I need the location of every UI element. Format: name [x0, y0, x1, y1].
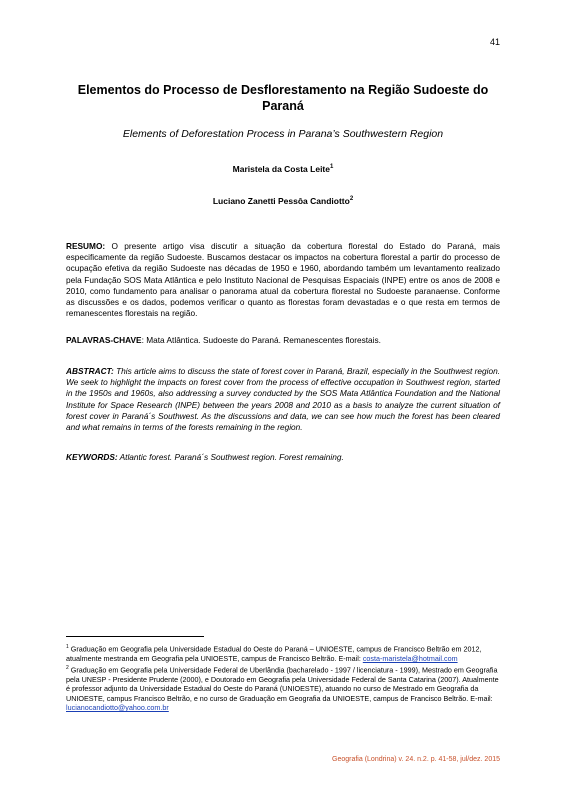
palavras-chave-label: PALAVRAS-CHAVE: [66, 335, 142, 345]
author-2: [66, 196, 500, 206]
journal-citation-footer: Geografia (Londrina) v. 24. n.2. p. 41-58, jul/dez. 2015: [332, 756, 500, 763]
article-subtitle: Elements of Deforestation Process in Parana’s Southwestern Region: [122, 128, 444, 140]
author-name: Maristela da Costa Leite: [232, 164, 330, 174]
resumo-label: RESUMO:: [66, 241, 106, 251]
palavras-chave-paragraph: [66, 335, 500, 346]
author-name: Luciano Zanetti Pessôa Candiotto: [212, 196, 350, 206]
footnote-text: Graduação em Geografia pela Universidade Estadual do Oeste do Paraná – UNIOESTE, campus de Francisco Beltrão em 2012, atualmente mestranda em Geografia pela UNIOESTE, campus de Francisco Beltrão. E-mail:: [66, 644, 482, 663]
abstract-text: This article aims to discuss the state of forest cover in Paraná, Brazil, especially in the Southwest region. We seek to highlight the impacts on forest cover from the process of effective occupation in Southwest region, started in the 1950s and 1960s, also addressing a survey conducted by the SOS Mata Atlântica Foundation and the National Institute for Space Research (INPE) between the years 2008 and 2010 as a basis to analyze the current situation of forest cover in Paraná´s Southwest. As the discussions and data, we can see how much the forest has been cleared and what remains in terms of the forests remaining in the region.: [66, 366, 500, 433]
resumo-paragraph: [66, 241, 500, 319]
footnote-mark: 1: [329, 164, 334, 171]
keywords-label: KEYWORDS:: [66, 452, 118, 462]
abstract-label: ABSTRACT:: [66, 366, 114, 376]
email-link[interactable]: lucianocandiotto@yahoo.com.br: [66, 703, 169, 713]
footnote-1: [66, 643, 500, 664]
footnotes: [66, 643, 500, 713]
resumo-text: O presente artigo visa discutir a situação da cobertura florestal do Estado do Paraná, mais especificamente da região Sudoeste. Buscamos destacar os impactos na cobertura florestal a partir do processo de ocupação efetiva da região Sudoeste nas décadas de 1950 e 1960, abordando também um levantamento realizado pela Fundação SOS Mata Atlântica e pelo Instituto Nacional de Pesquisas Espaciais (INPE) entre os anos de 2008 e 2010, como fundamento para analisar o panorama atual da cobertura florestal no Sudoeste paranaense. Conforme as discussões e os dados, podemos verificar o quanto as florestas foram devastadas e o que resta em termos de remanescentes florestais na região.: [66, 241, 500, 319]
page-number: 41: [489, 37, 500, 47]
author-1: [66, 164, 500, 174]
article-title: Elementos do Processo de Desflorestamento na Região Sudoeste do Paraná: [77, 83, 489, 113]
footnote-mark: 1: [66, 644, 69, 650]
palavras-chave-text: : Mata Atlântica. Sudoeste do Paraná. Remanescentes florestais.: [141, 335, 381, 345]
footnote-mark: 2: [66, 664, 69, 671]
email-link[interactable]: costa-maristela@hotmail.com: [362, 653, 458, 663]
footnote-2: [66, 664, 500, 713]
footnote-text: Graduação em Geografia pela Universidade Federal de Uberlândia (bacharelado - 1997 / licenciatura - 1999), Mestrado em Geografia pela UNESP - Presidente Prudente (2000), e Doutorado em Geografia pela Universidade Federal de Santa Catarina (2007). Atualmente é professor adjunto da Universidade Estadual do Oeste do Paraná (UNIOESTE), atuando no curso de Mestrado em Geografia da UNIOESTE, campus Francisco Beltrão, e no curso de Graduação em Geografia da UNIOESTE, campus de Francisco Beltrão. E-mail:: [66, 664, 499, 703]
footnote-mark: 2: [349, 196, 354, 203]
footnote-divider: [66, 636, 204, 637]
abstract-paragraph: [66, 366, 500, 433]
keywords-paragraph: [66, 452, 500, 463]
keywords-text: Atlantic forest. Paraná´s Southwest region. Forest remaining.: [117, 452, 344, 462]
